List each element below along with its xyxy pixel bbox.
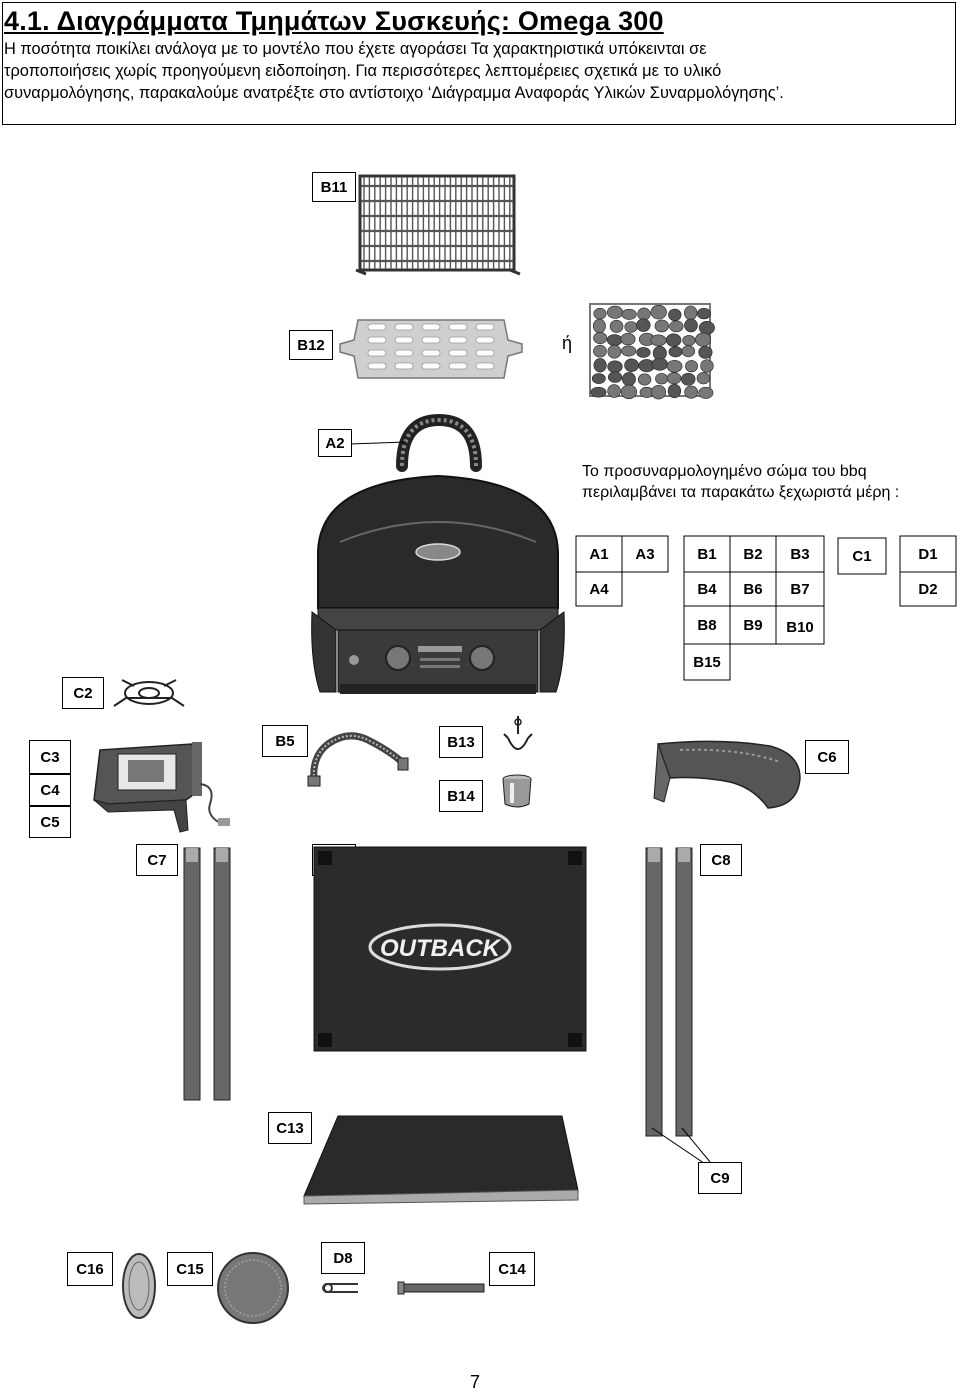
back-panel-illustration [312,845,588,1053]
included-part-b9: B9 [743,616,763,634]
label-b11: B11 [312,172,356,202]
gas-hose-illustration [306,722,410,786]
axle-illustration [396,1278,488,1298]
label-b12: B12 [289,330,333,360]
included-part-b15: B15 [693,653,721,671]
included-part-b8: B8 [697,616,717,634]
left-legs-illustration [182,846,234,1104]
included-part-d1: D1 [918,545,938,563]
label-b5: B5 [262,725,308,757]
grease-cup-illustration [500,774,534,810]
grill-body-illustration [310,472,568,704]
label-c5: C5 [29,806,71,838]
included-part-b3: B3 [790,545,810,563]
included-part-b10: B10 [786,618,814,636]
included-part-b7: B7 [790,580,810,598]
included-part-a1: A1 [589,545,609,563]
label-d8: D8 [321,1242,365,1274]
label-c4: C4 [29,774,71,806]
included-part-a3: A3 [635,545,655,563]
lava-rocks-illustration [584,300,716,404]
label-c2: C2 [62,677,104,709]
included-parts-note: Το προσυναρμολογημένο σώμα του bbq περιλαμβάνει τα παρακάτω ξεχωριστά μέρη : [582,463,900,501]
grease-tray-illustration [650,738,804,816]
outback-logo: OUTBACK [380,935,500,962]
grease-hook-illustration [500,714,536,762]
label-c8: C8 [700,844,742,876]
hairpin-clip-illustration [318,1276,362,1300]
cooking-grate-illustration [354,172,522,276]
label-c7: C7 [136,844,178,876]
label-c15: C15 [167,1252,213,1286]
caster-cap-illustration [117,1250,161,1322]
or-text: ή [562,333,573,353]
label-b13: B13 [439,726,483,758]
included-part-b6: B6 [743,580,763,598]
label-c6: C6 [805,740,849,774]
label-c3: C3 [29,740,71,774]
included-part-b1: B1 [697,545,717,563]
wheel-illustration [215,1250,291,1326]
label-b14: B14 [439,780,483,812]
included-part-c1: C1 [852,547,872,565]
label-c9: C9 [698,1162,742,1194]
label-a2: A2 [318,429,352,457]
included-part-b4: B4 [697,580,717,598]
handle-leader-line [350,440,410,450]
label-c14: C14 [489,1252,535,1286]
label-c16: C16 [67,1252,113,1286]
included-part-b2: B2 [743,545,763,563]
bottom-shelf-illustration [298,1110,580,1206]
page-number: 7 [470,1372,481,1392]
side-shelf-illustration [88,740,232,836]
intro-text: Η ποσότητα ποικίλει ανάλογα με το μοντέλο που έχετε αγοράσει Τα χαρακτηριστικά υπόκεινται σε τροποποιήσεις χωρίς προηγούμενη ειδοποίηση. Για περισσότερες λεπτομέρειες σχετικά με το υλικό συναρμολόγησης, παρακαλούμε ανατρέξτε στο αντίστοιχο ‘Διάγραμμα Αναφοράς Υλικών Συναρμολόγησης’. [4,40,784,102]
included-part-a4: A4 [589,580,609,598]
page-title: 4.1. Διαγράμματα Τμημάτων Συσκευής: Omega 300 [4,6,664,36]
right-legs-illustration [644,846,696,1140]
burner-bracket-illustration [112,676,186,710]
label-c13: C13 [268,1112,312,1144]
flame-tamer-illustration [338,318,524,384]
included-part-d2: D2 [918,580,938,598]
